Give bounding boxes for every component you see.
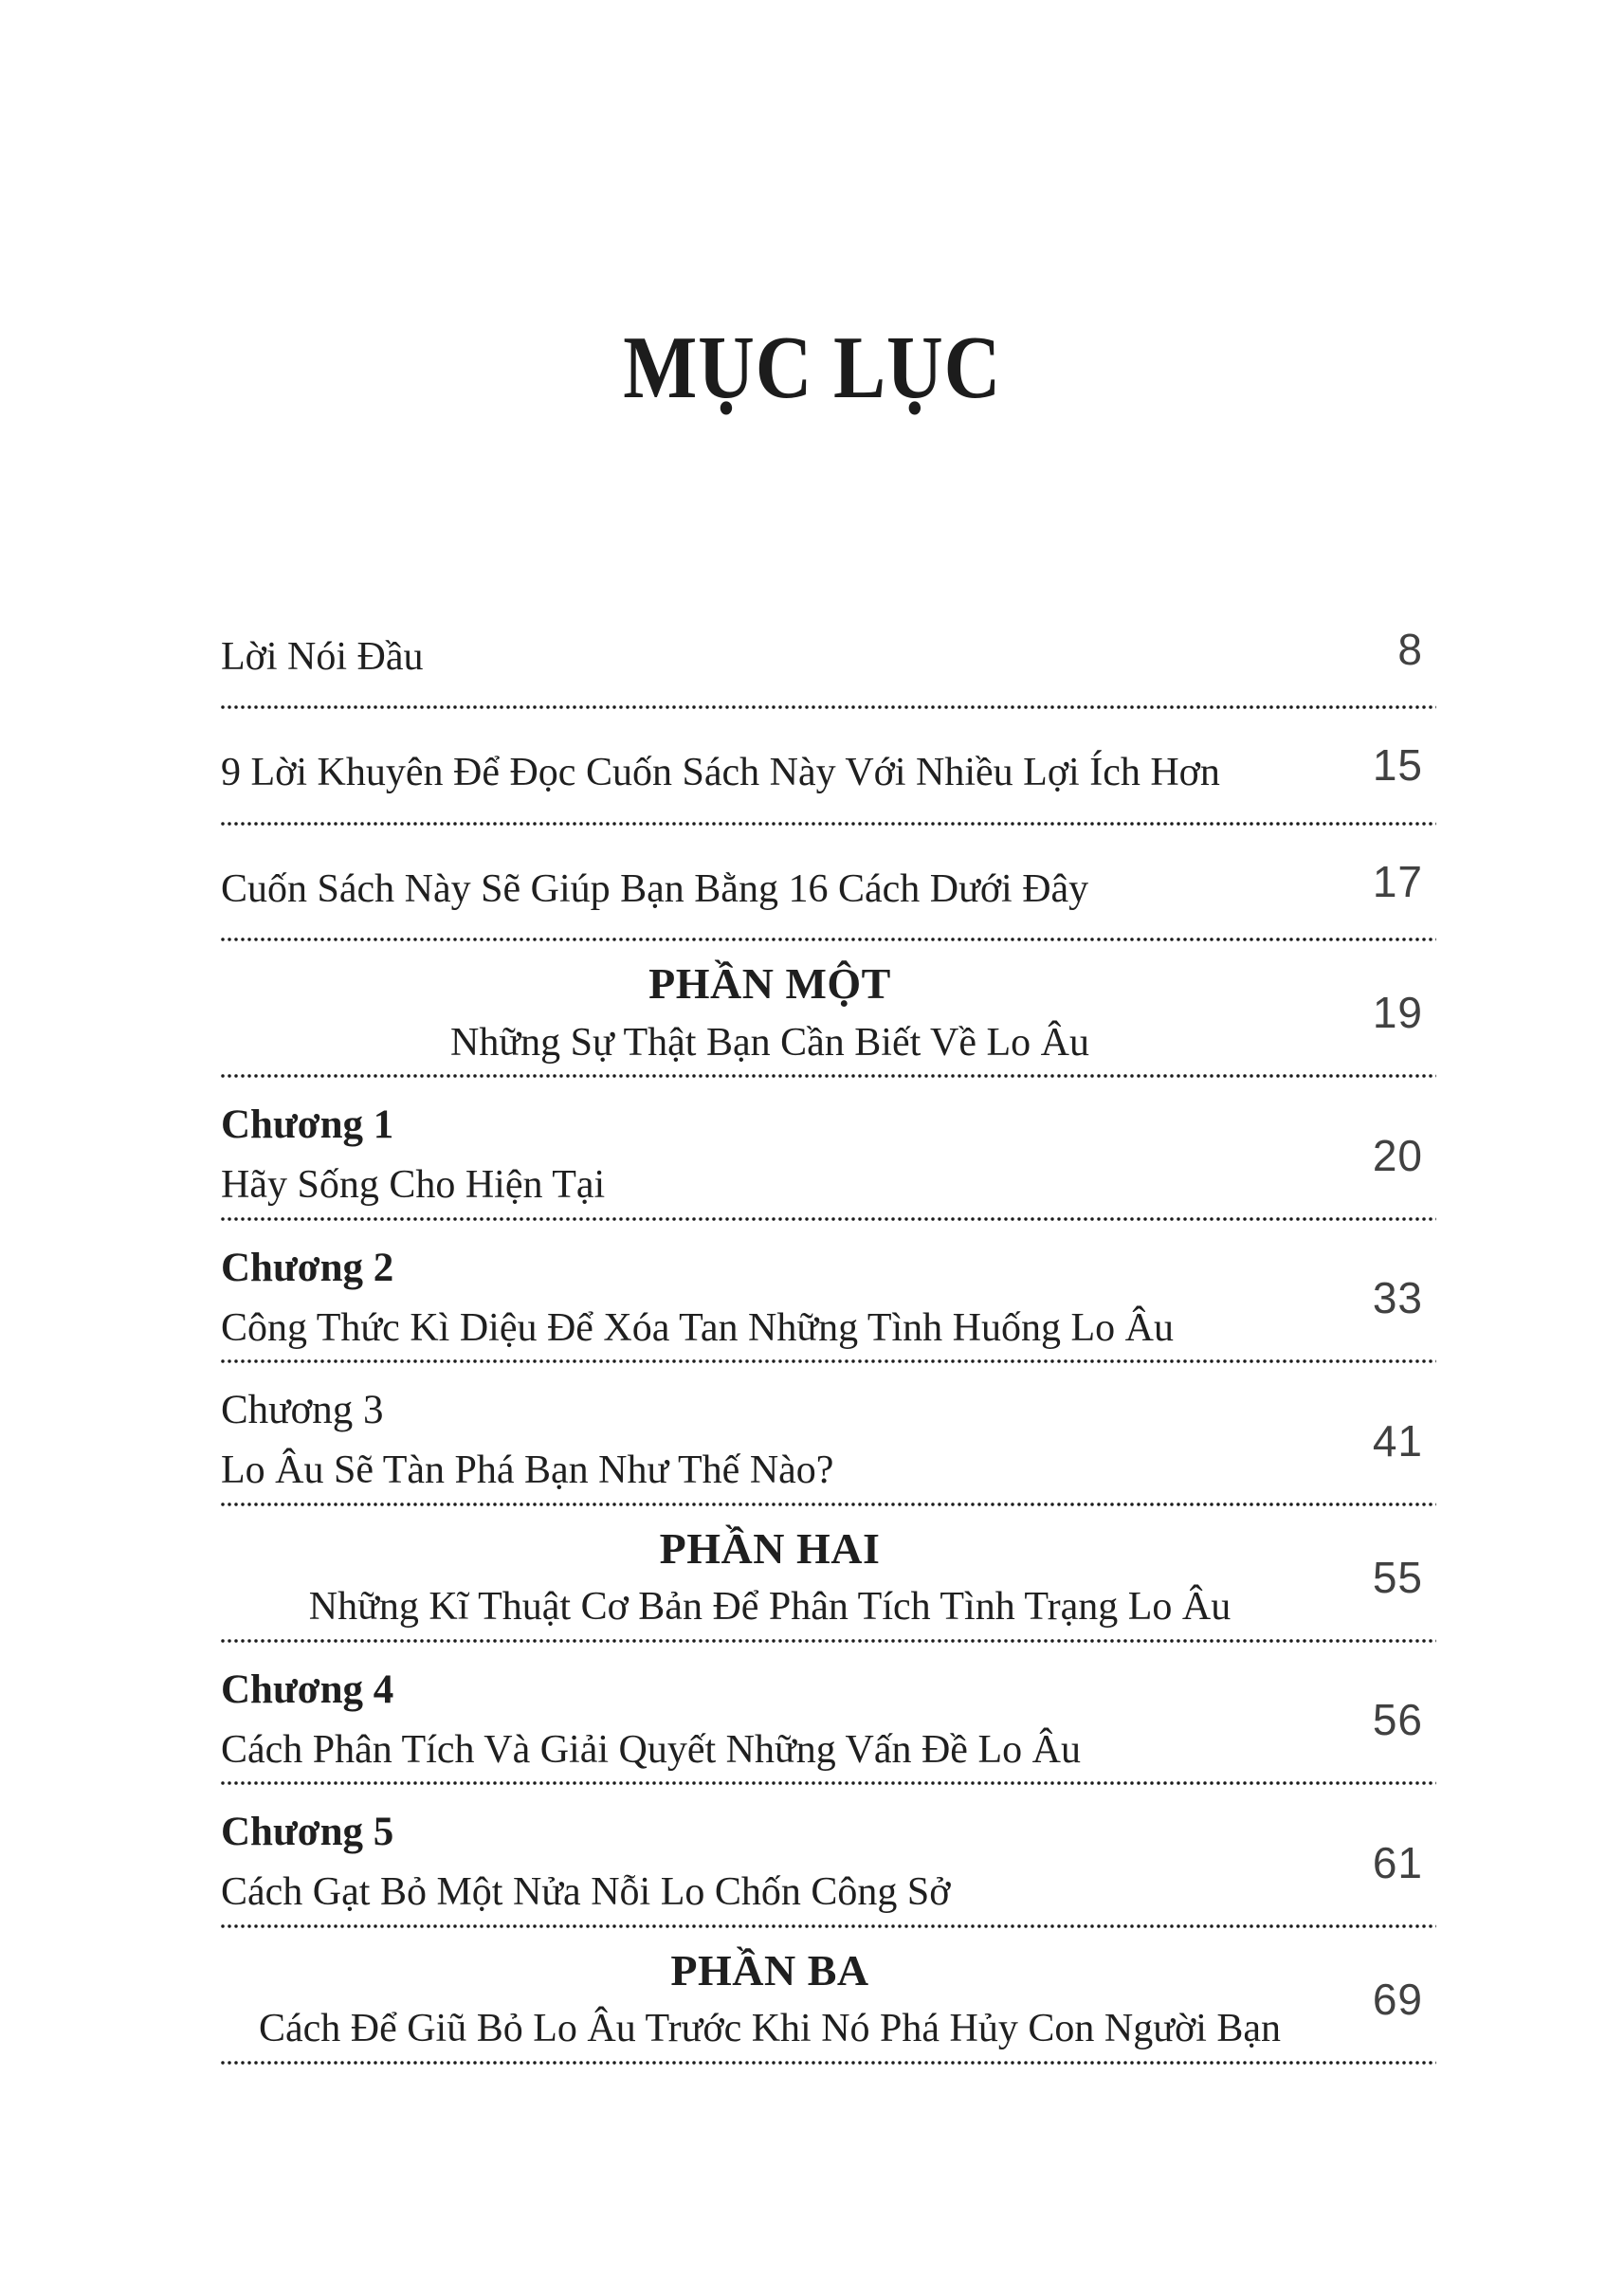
toc-entry xyxy=(221,709,1436,826)
part-subtitle: Những Sự Thật Bạn Cần Biết Về Lo Âu xyxy=(450,1020,1089,1065)
chapter-subtitle: Công Thức Kì Diệu Để Xóa Tan Những Tình Huống Lo Âu xyxy=(221,1305,1174,1350)
toc-entry-page-number: 15 xyxy=(1372,740,1423,791)
toc-entry-page-number: 41 xyxy=(1372,1415,1423,1466)
toc-entry-page-number: 33 xyxy=(1372,1273,1423,1323)
chapter-subtitle: Cách Gạt Bỏ Một Nửa Nỗi Lo Chốn Công Sở xyxy=(221,1870,951,1915)
page-title xyxy=(0,313,1624,425)
toc-entry-page-number: 61 xyxy=(1372,1837,1423,1887)
toc-entry-page-number: 20 xyxy=(1372,1130,1423,1180)
toc-entry xyxy=(221,826,1436,942)
dotted-separator xyxy=(221,2061,1436,2065)
chapter-label: Chương 2 xyxy=(221,1245,394,1290)
toc-entry-page-number: 55 xyxy=(1372,1552,1423,1602)
toc-entry-label: Lời Nói Đầu xyxy=(221,634,424,679)
part-label: PHẦN BA xyxy=(670,1945,869,1994)
toc-entry-page-number: 69 xyxy=(1372,1974,1423,2024)
chapter-label: Chương 1 xyxy=(221,1102,394,1148)
toc-entry-chapter xyxy=(221,1643,1436,1785)
toc-entry-page-number: 19 xyxy=(1372,988,1423,1038)
toc-entry-chapter xyxy=(221,1078,1436,1220)
chapter-label: Chương 3 xyxy=(221,1388,384,1433)
chapter-subtitle: Hãy Sống Cho Hiện Tại xyxy=(221,1163,606,1208)
part-subtitle: Cách Để Giũ Bỏ Lo Âu Trước Khi Nó Phá Hủy Con Người Bạn xyxy=(258,2007,1282,2051)
toc-entry-part xyxy=(221,1928,1436,2065)
toc-entry-label: 9 Lời Khuyên Để Đọc Cuốn Sách Này Với Nhiều Lợi Ích Hơn xyxy=(221,751,1220,795)
toc-entry-page-number: 8 xyxy=(1397,624,1423,674)
toc-entry-page-number: 17 xyxy=(1372,856,1423,906)
page-title-text: MỤC LỤC xyxy=(622,319,1002,417)
toc-list xyxy=(221,593,1436,2065)
toc-entry-label: Cuốn Sách Này Sẽ Giúp Bạn Bằng 16 Cách Dưới Đây xyxy=(221,866,1089,911)
part-label: PHẦN HAI xyxy=(659,1523,881,1573)
toc-entry-chapter xyxy=(221,1785,1436,1927)
toc-entry-part xyxy=(221,1506,1436,1643)
chapter-subtitle: Lo Âu Sẽ Tàn Phá Bạn Như Thế Nào? xyxy=(221,1448,834,1493)
part-subtitle: Những Kĩ Thuật Cơ Bản Để Phân Tích Tình Trạng Lo Âu xyxy=(308,1585,1232,1630)
toc-entry-page-number: 56 xyxy=(1372,1695,1423,1745)
chapter-subtitle: Cách Phân Tích Và Giải Quyết Những Vấn Đề Lo Âu xyxy=(221,1727,1081,1772)
chapter-label: Chương 4 xyxy=(221,1667,394,1712)
toc-entry-chapter xyxy=(221,1363,1436,1505)
chapter-label: Chương 5 xyxy=(221,1810,394,1855)
toc-entry-part xyxy=(221,941,1436,1078)
toc-entry-chapter xyxy=(221,1221,1436,1363)
part-label: PHẦN MỘT xyxy=(648,959,891,1009)
toc-entry xyxy=(221,593,1436,710)
